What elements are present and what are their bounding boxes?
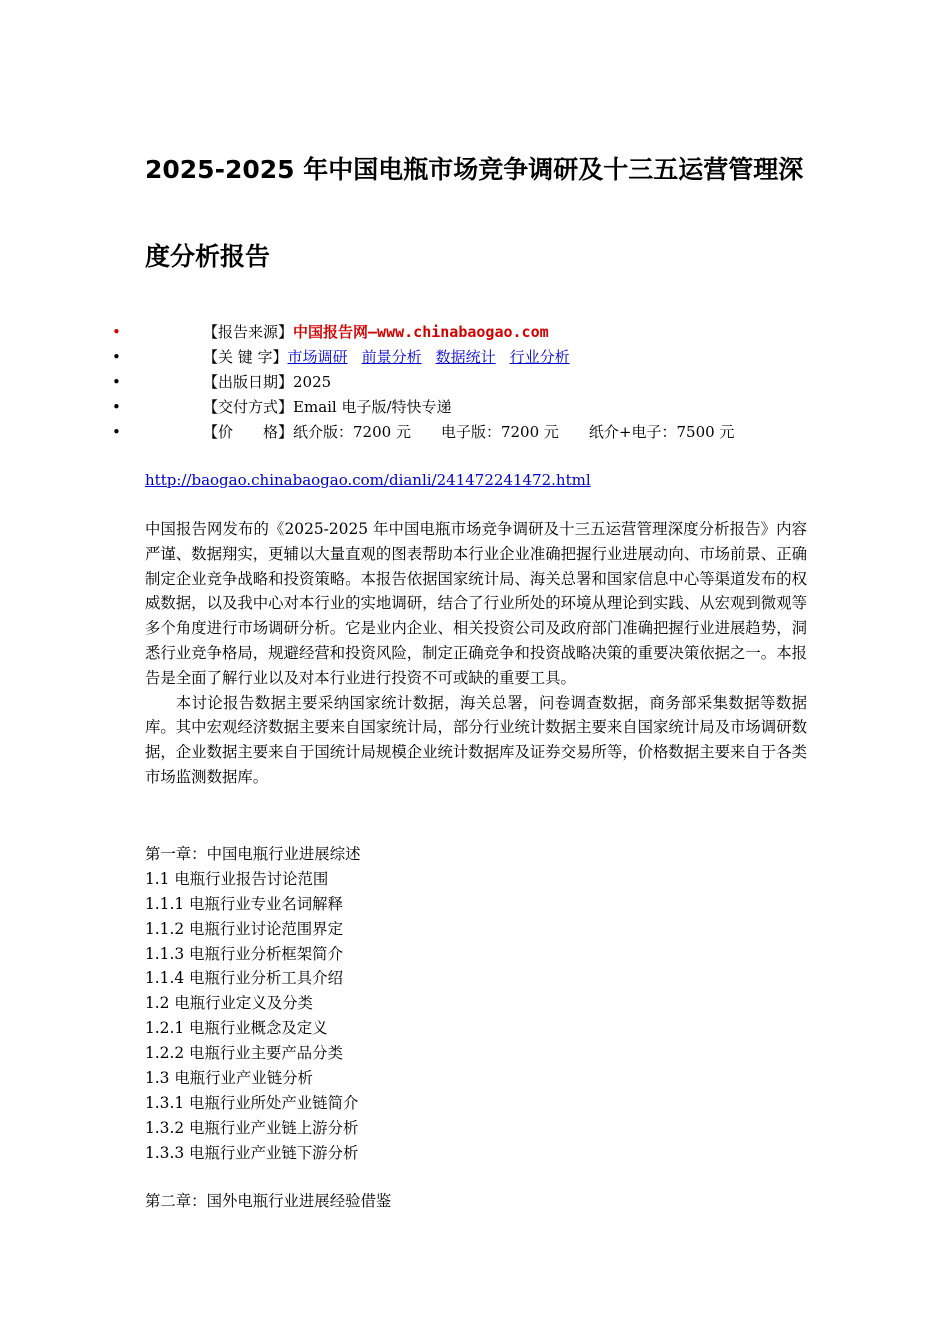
toc-chapter-2: 第二章：国外电瓶行业进展经验借鉴 bbox=[145, 1192, 392, 1210]
bullet-icon: • bbox=[112, 348, 121, 366]
toc-item: 1.1.2 电瓶行业讨论范围界定 bbox=[145, 919, 343, 938]
report-url-link[interactable]: http://baogao.chinabaogao.com/dianli/241472241472.html bbox=[145, 471, 591, 489]
report-title-line-1: 2025-2025 年中国电瓶市场竞争调研及十三五运营管理深 bbox=[145, 155, 804, 184]
toc-item: 第一章：中国电瓶行业进展综述 bbox=[145, 845, 361, 863]
toc-item: 1.2.2 电瓶行业主要产品分类 bbox=[145, 1044, 343, 1063]
report-meta-list bbox=[112, 320, 832, 445]
report-description bbox=[145, 517, 807, 790]
toc-item: 1.3.2 电瓶行业产业链上游分析 bbox=[145, 1118, 359, 1137]
meta-source-value: 中国报告网—www.chinabaogao.com bbox=[293, 323, 549, 341]
toc-item: 1.3 电瓶行业产业链分析 bbox=[145, 1069, 313, 1088]
meta-date bbox=[112, 370, 832, 395]
meta-price-electronic: 电子版：7200 元 bbox=[440, 423, 559, 441]
meta-keywords-label: 【关 键 字】 bbox=[203, 348, 288, 366]
description-paragraph-2: 本讨论报告数据主要采纳国家统计数据，海关总署，问卷调查数据，商务部采集数据等数据库。其中宏观经济数据主要来自国家统计局，部分行业统计数据主要来自国家统计局及市场调研数据，企业数据主要来自于国统计局规模企业统计数据库及证券交易所等，价格数据主要来自于各类市场监测数据库。 bbox=[145, 693, 807, 786]
report-title-line-2: 度分析报告 bbox=[145, 242, 271, 271]
keyword-link-data-statistics[interactable]: 数据统计 bbox=[435, 348, 496, 366]
description-paragraph-1: 中国报告网发布的《2025-2025 年中国电瓶市场竞争调研及十三五运营管理深度分析报告》内容严谨、数据翔实，更辅以大量直观的图表帮助本行业企业准确把握行业进展动向、市场前景、正确制定企业竞争战略和投资策略。本报告依据国家统计局、海关总署和国家信息中心等渠道发布的权威数据，以及我中心对本行业的实地调研，结合了行业所处的环境从理论到实践、从宏观到微观等多个角度进行市场调研分析。它是业内企业、相关投资公司及政府部门准确把握行业进展趋势，洞悉行业竞争格局，规避经营和投资风险，制定正确竞争和投资战略决策的重要决策依据之一。本报告是全面了解行业以及对本行业进行投资不可或缺的重要工具。 bbox=[145, 520, 807, 687]
meta-price-paper: 纸介版：7200 元 bbox=[293, 423, 411, 441]
toc-item: 1.1.4 电瓶行业分析工具介绍 bbox=[145, 969, 343, 988]
bullet-icon: • bbox=[112, 398, 121, 416]
meta-source-label: 【报告来源】 bbox=[203, 323, 294, 341]
meta-price-label: 【价 格】 bbox=[203, 423, 294, 441]
toc-item: 1.2 电瓶行业定义及分类 bbox=[145, 994, 313, 1013]
toc-item: 1.1.1 电瓶行业专业名词解释 bbox=[145, 894, 343, 913]
meta-price bbox=[112, 420, 832, 445]
meta-price-both: 纸介+电子：7500 元 bbox=[588, 423, 735, 441]
bullet-icon: • bbox=[112, 423, 121, 441]
meta-date-value: 2025 bbox=[293, 373, 332, 391]
meta-delivery-label: 【交付方式】 bbox=[203, 398, 294, 416]
keyword-link-prospect-analysis[interactable]: 前景分析 bbox=[361, 348, 422, 366]
meta-source bbox=[112, 320, 832, 345]
toc-item: 1.1 电瓶行业报告讨论范围 bbox=[145, 869, 329, 888]
keyword-link-market-research[interactable]: 市场调研 bbox=[287, 348, 348, 366]
table-of-contents bbox=[145, 842, 805, 1166]
meta-date-label: 【出版日期】 bbox=[203, 373, 294, 391]
toc-item: 1.3.3 电瓶行业产业链下游分析 bbox=[145, 1143, 359, 1162]
toc-item: 1.1.3 电瓶行业分析框架简介 bbox=[145, 944, 343, 963]
meta-delivery-value: Email 电子版/特快专递 bbox=[293, 398, 452, 416]
toc-item: 1.2.1 电瓶行业概念及定义 bbox=[145, 1019, 328, 1038]
keyword-link-industry-analysis[interactable]: 行业分析 bbox=[509, 348, 570, 366]
toc-item: 1.3.1 电瓶行业所处产业链简介 bbox=[145, 1093, 359, 1112]
bullet-icon: • bbox=[112, 373, 121, 391]
bullet-icon: • bbox=[112, 323, 121, 341]
meta-delivery bbox=[112, 395, 832, 420]
meta-keywords bbox=[112, 345, 832, 370]
